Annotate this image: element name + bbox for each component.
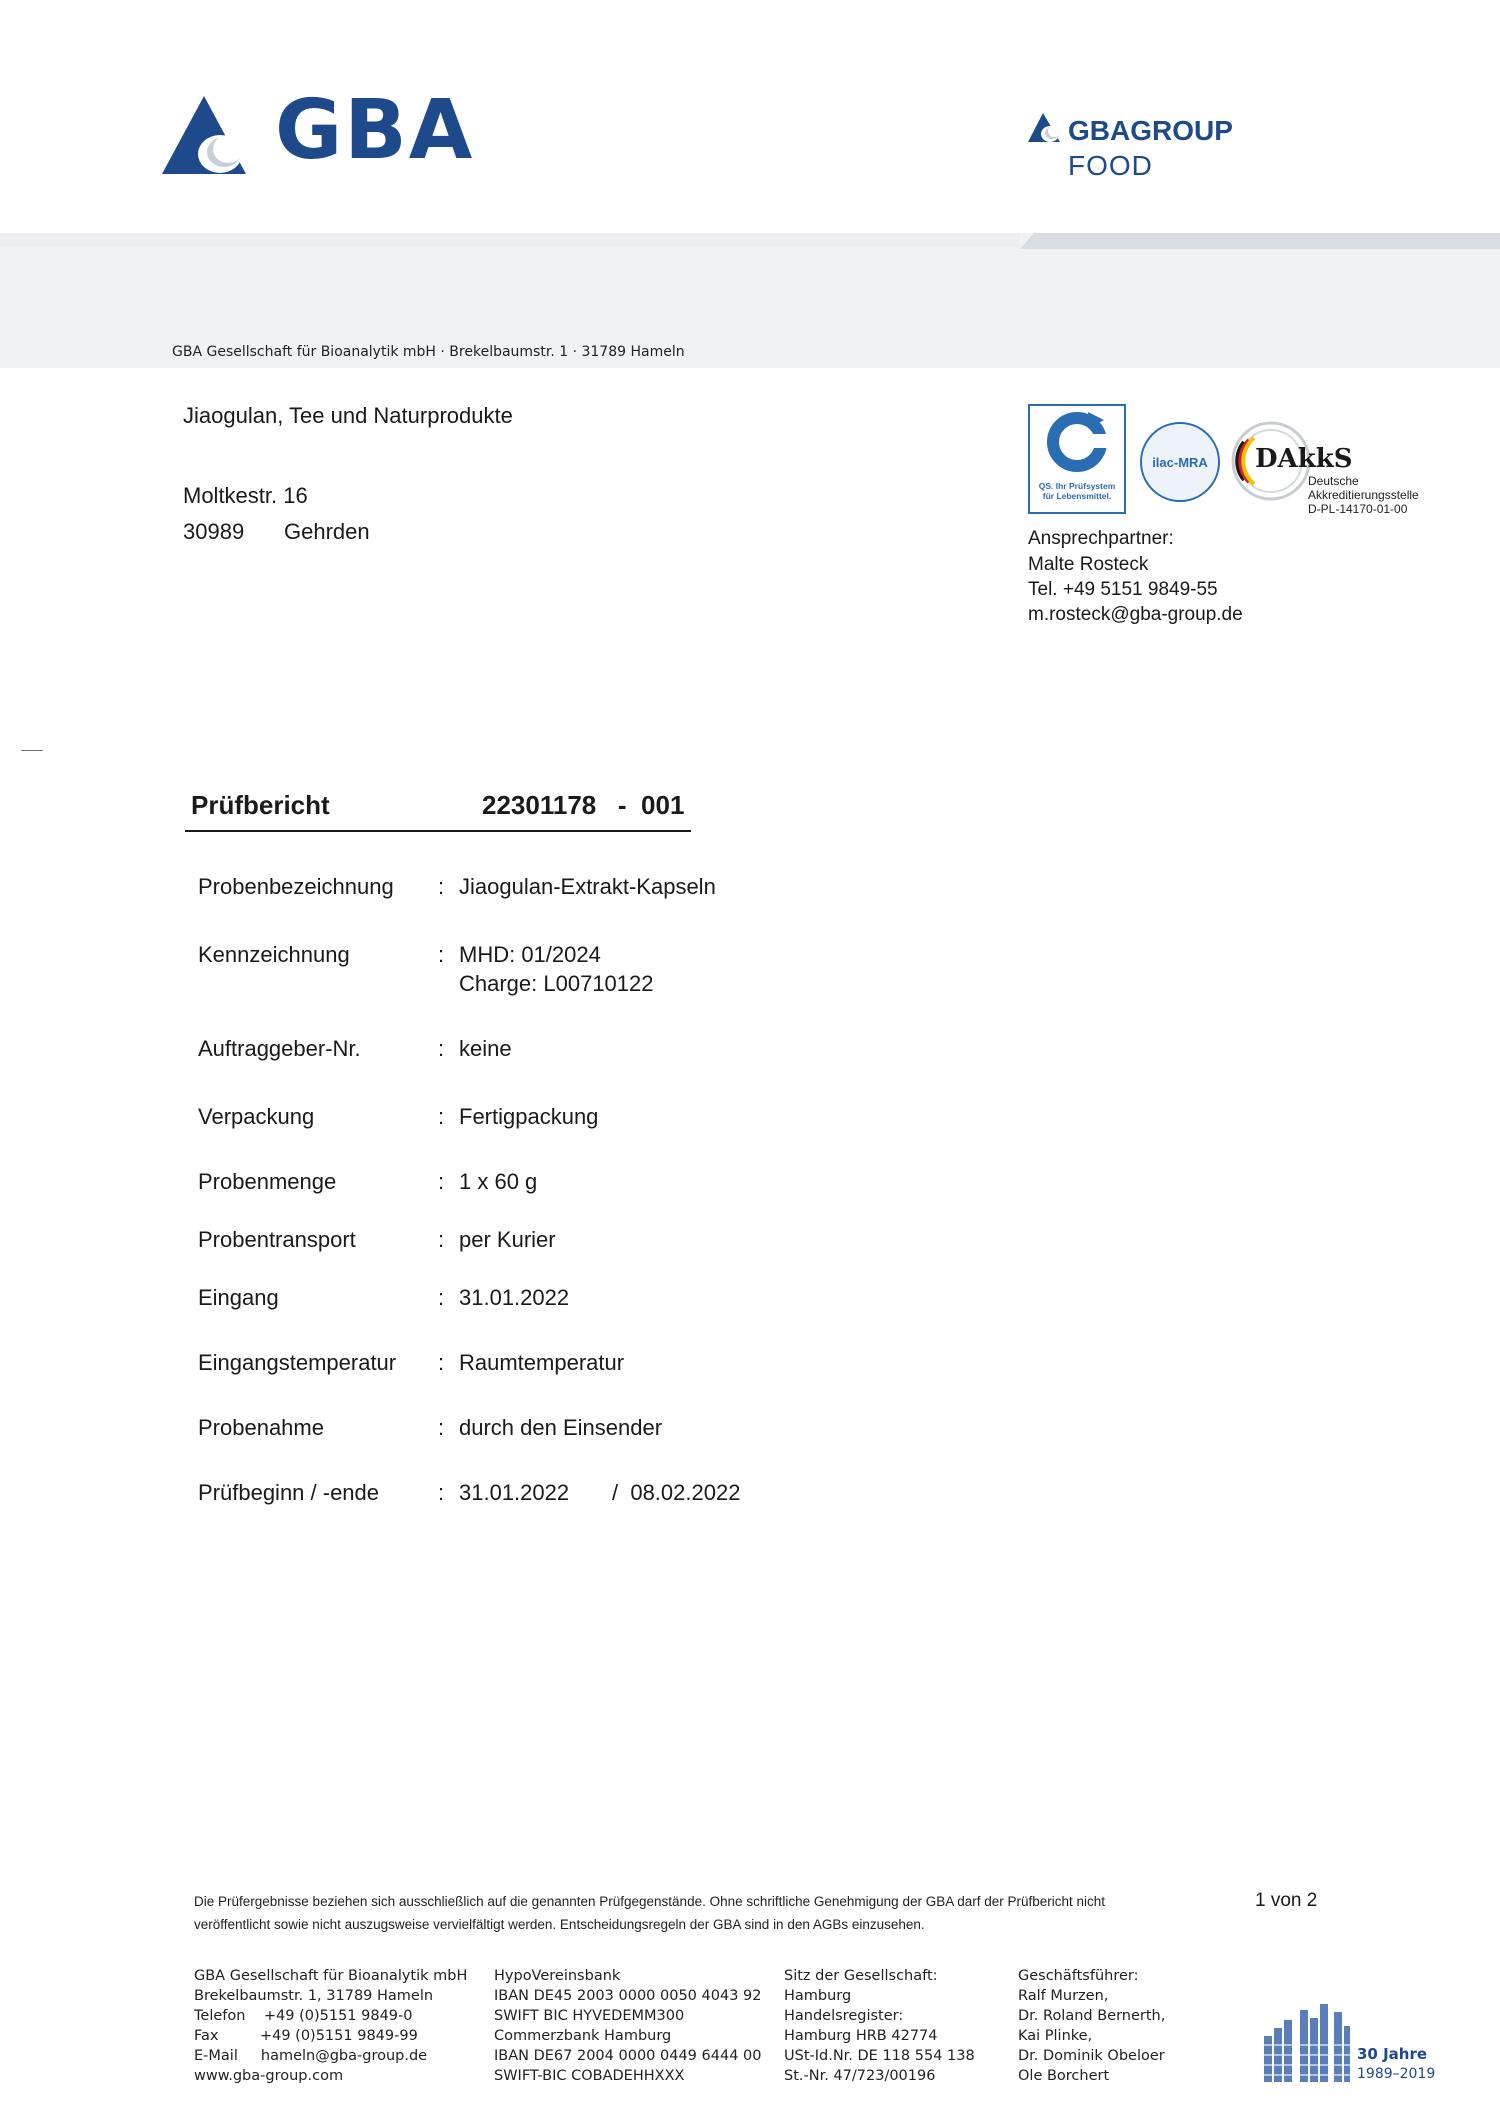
field-label: Kennzeichnung — [198, 942, 350, 967]
page-number: 1 von 2 — [1255, 1890, 1318, 1911]
field-value: 31.01.2022 — [459, 1480, 570, 1505]
field-colon: : — [438, 1227, 445, 1252]
field-label: Probenbezeichnung — [198, 874, 394, 899]
header-strip — [0, 233, 1020, 247]
field-value: Jiaogulan-Extrakt-Kapseln — [459, 874, 716, 899]
field-label: Probentransport — [198, 1227, 356, 1252]
field-colon: : — [438, 942, 445, 967]
field-colon: : — [438, 1104, 445, 1129]
footer-line: Dr. Dominik Obeloer — [1018, 2048, 1165, 2064]
report-number: 22301178 - 001 — [482, 790, 685, 820]
gba-group-logo-icon — [1028, 113, 1064, 143]
footer-line: Ralf Murzen, — [1018, 1988, 1109, 2004]
field-colon: : — [438, 1036, 445, 1061]
anniversary-title: 30 Jahre — [1357, 2045, 1428, 2063]
qs-arrow-icon — [1030, 406, 1124, 476]
field-value: MHD: 01/2024 — [459, 942, 601, 967]
field-colon: : — [438, 1285, 445, 1310]
footer-line: HypoVereinsbank — [494, 1968, 621, 1984]
qs-logo — [1028, 404, 1126, 514]
dakks-sub1: Deutsche — [1308, 474, 1359, 488]
field-colon: : — [438, 1415, 445, 1440]
field-colon: : — [438, 1480, 445, 1505]
group-logo-line2: FOOD — [1068, 150, 1153, 181]
footer-line: Dr. Roland Bernerth, — [1018, 2008, 1166, 2024]
header-strip-accent — [1020, 233, 1500, 249]
footer-line: SWIFT-BIC COBADEHHXXX — [494, 2068, 685, 2084]
field-label: Prüfbeginn / -ende — [198, 1480, 380, 1505]
gba-logo-text: GBA — [275, 83, 475, 178]
field-label: Auftraggeber-Nr. — [198, 1036, 361, 1061]
field-value-secondary: / 08.02.2022 — [612, 1480, 741, 1505]
footer-line: SWIFT BIC HYVEDEMM300 — [494, 2008, 685, 2024]
dakks-sub3: D-PL-14170-01-00 — [1308, 502, 1408, 516]
field-label: Probenmenge — [198, 1169, 337, 1194]
footer-line: Sitz der Gesellschaft: — [784, 1968, 938, 1984]
footer-line: Geschäftsführer: — [1018, 1968, 1139, 1984]
recipient-street: Moltkestr. 16 — [183, 483, 308, 508]
field-value: Fertigpackung — [459, 1104, 599, 1129]
sender-line: GBA Gesellschaft für Bioanalytik mbH · Brekelbaumstr. 1 · 31789 Hameln — [172, 344, 685, 360]
footer-line: E-Mail hameln@gba-group.de — [194, 2048, 428, 2064]
footer-line: Commerzbank Hamburg — [494, 2028, 672, 2044]
field-label: Eingang — [198, 1285, 279, 1310]
field-value: keine — [459, 1036, 512, 1061]
footer-line: Fax +49 (0)5151 9849-99 — [194, 2028, 418, 2044]
field-value: 31.01.2022 — [459, 1285, 570, 1310]
footer-line: Telefon +49 (0)5151 9849-0 — [194, 2008, 413, 2024]
footer-line: IBAN DE67 2004 0000 0449 6444 00 — [494, 2048, 762, 2064]
recipient-zip: 30989 — [183, 519, 245, 544]
footer-line: Kai Plinke, — [1018, 2028, 1093, 2044]
footer-line: GBA Gesellschaft für Bioanalytik mbH — [194, 1968, 468, 1984]
disclaimer-line1: Die Prüfergebnisse beziehen sich ausschließlich auf die genannten Prüfgegenstände. Ohne schriftliche Genehmigung der GBA darf der Prüfbericht nicht — [194, 1894, 1106, 1909]
contact-phone: Tel. +49 5151 9849-55 — [1028, 579, 1218, 600]
field-value: durch den Einsender — [459, 1415, 663, 1440]
anniversary-graphic-icon — [1262, 2000, 1352, 2084]
fold-mark — [21, 750, 43, 751]
dakks-sub2: Akkreditierungsstelle — [1308, 488, 1419, 502]
ilac-logo — [1140, 422, 1220, 502]
footer-line: Ole Borchert — [1018, 2068, 1110, 2084]
contact-label: Ansprechpartner: — [1028, 528, 1174, 549]
field-label: Verpackung — [198, 1104, 315, 1129]
field-value-secondary: Charge: L00710122 — [459, 971, 654, 996]
field-value: 1 x 60 g — [459, 1169, 538, 1194]
footer-line: St.-Nr. 47/723/00196 — [784, 2068, 936, 2084]
field-colon: : — [438, 1350, 445, 1375]
field-colon: : — [438, 1169, 445, 1194]
dakks-title: DAkkS — [1255, 444, 1353, 474]
field-colon: : — [438, 874, 445, 899]
footer-line: Brekelbaumstr. 1, 31789 Hameln — [194, 1988, 434, 2004]
footer-line: www.gba-group.com — [194, 2068, 344, 2084]
ilac-text: ilac-MRA — [1152, 454, 1208, 470]
report-title: Prüfbericht — [191, 790, 330, 820]
contact-name: Malte Rosteck — [1028, 554, 1149, 575]
anniversary-years: 1989–2019 — [1357, 2066, 1436, 2082]
disclaimer-line2: veröffentlicht sowie nicht auszugsweise vervielfältigt werden. Entscheidungsregeln der GBA sind in den AGBs einzusehen. — [194, 1917, 925, 1932]
field-label: Eingangstemperatur — [198, 1350, 397, 1375]
group-logo-line1: GBAGROUP — [1068, 115, 1233, 146]
footer-line: Hamburg HRB 42774 — [784, 2028, 938, 2044]
footer-line: Handelsregister: — [784, 2008, 904, 2024]
recipient-name: Jiaogulan, Tee und Naturprodukte — [183, 403, 513, 428]
field-value: Raumtemperatur — [459, 1350, 625, 1375]
gba-logo-icon — [162, 96, 262, 176]
footer-line: USt-Id.Nr. DE 118 554 138 — [784, 2048, 975, 2064]
field-label: Probenahme — [198, 1415, 324, 1440]
dakks-subtitle — [1308, 474, 1419, 516]
footer-line: Hamburg — [784, 1988, 852, 2004]
footer-management — [1018, 1966, 1165, 2086]
footer-bank — [494, 1966, 761, 2086]
footer-line: IBAN DE45 2003 0000 0050 4043 92 — [494, 1988, 762, 2004]
footer-company — [194, 1966, 467, 2086]
field-value: per Kurier — [459, 1227, 556, 1252]
recipient-city: Gehrden — [284, 519, 370, 544]
qs-text: QS. Ihr Prüfsystem für Lebensmittel. — [1038, 481, 1116, 501]
contact-email[interactable]: m.rosteck@gba-group.de — [1028, 604, 1243, 625]
footer-registration — [784, 1966, 975, 2086]
